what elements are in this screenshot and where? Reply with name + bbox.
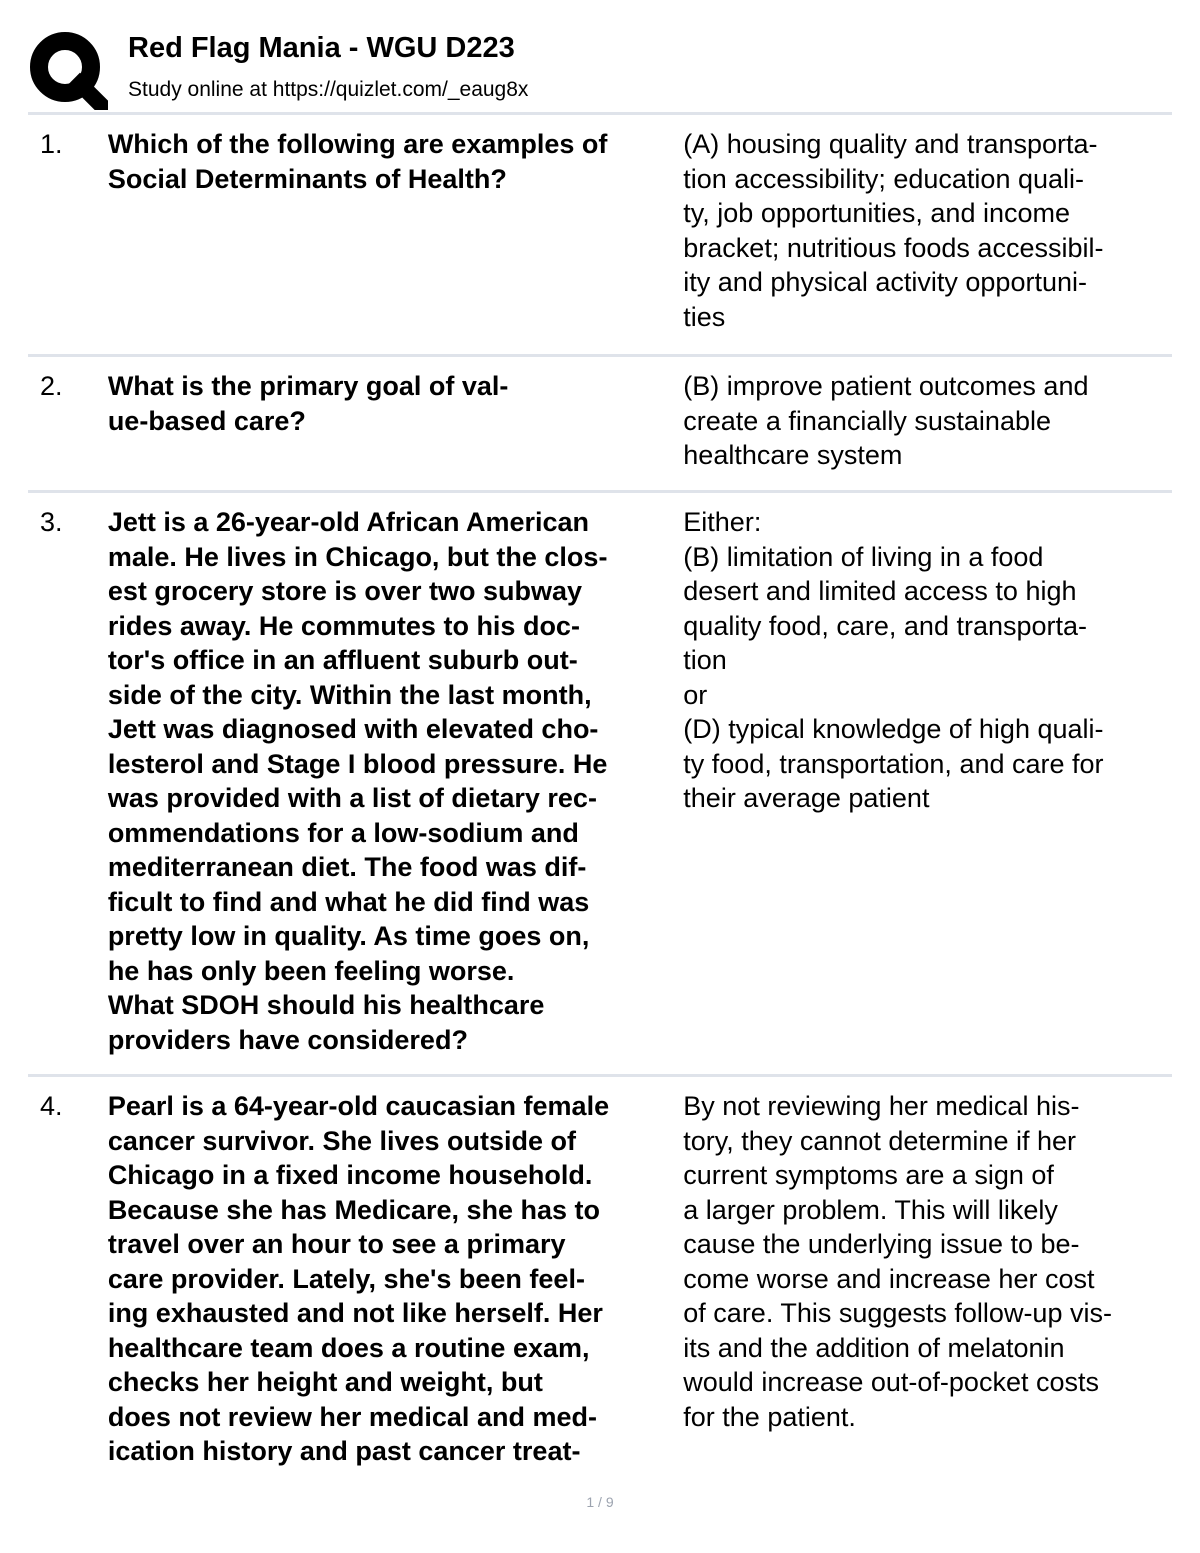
card-definition: By not reviewing her medical his- tory, they cannot determine if her current symptoms are a sign of a larger problem. This will likely cause the underlying issue to be- come worse and increase her cost of care. This suggests follow-up vis- its and the addition of melatonin would increase out-of-pocket costs for the patient. xyxy=(683,1091,1112,1432)
flashcard xyxy=(28,112,1172,354)
card-number: 2. xyxy=(40,371,63,401)
card-number: 4. xyxy=(40,1091,63,1121)
card-term: Which of the following are examples of Social Determinants of Health? xyxy=(107,129,608,194)
card-number: 3. xyxy=(40,507,63,537)
quizlet-logo-icon xyxy=(28,30,108,110)
card-definition: (A) housing quality and transporta- tion accessibility; education quali- ty, job opportunities, and income bracket; nutritious foods accessibil- ity and physical activity opportuni- ties xyxy=(683,129,1104,332)
flashcard xyxy=(28,354,1172,490)
flashcard xyxy=(28,490,1172,1074)
card-term: What is the primary goal of val- ue-based care? xyxy=(107,371,509,436)
card-term: Pearl is a 64-year-old caucasian female cancer survivor. She lives outside of Chicago in a fixed income household. Because she has Medicare, she has to travel over an hour to see a primary care provider. Lately, she's been feel- ing exhausted and not like herself. Her healthcare team does a routine exam, checks her height and weight, but does not review her medical and med- ication history and past cancer treat- xyxy=(107,1091,610,1466)
card-definition: Either: (B) limitation of living in a food desert and limited access to high quality food, care, and transporta- tion or (D) typical knowledge of high quali- ty food, transportation, and care for their average patient xyxy=(683,507,1104,813)
document-title: Red Flag Mania - WGU D223 xyxy=(128,32,515,64)
flashcard-list xyxy=(28,112,1172,1477)
page-number: 1 / 9 xyxy=(586,1494,614,1510)
card-term: Jett is a 26-year-old African American male. He lives in Chicago, but the clos- est grocery store is over two subway rides away. He commutes to his doc- tor's office in an affluent suburb out- side of the city. Within the last month, Jett was diagnosed with elevated cho- lesterol and Stage I blood pressure. He was provided with a list of dietary rec- ommendations for a low-sodium and mediterranean diet. The food was dif- ficult to find and what he did find was pretty low in quality. As time goes on, he has only been feeling worse. What SDOH should his healthcare providers have considered? xyxy=(107,507,608,1055)
card-definition: (B) improve patient outcomes and create a financially sustainable healthcare system xyxy=(683,371,1089,470)
study-link-text: Study online at https://quizlet.com/_eaug8x xyxy=(128,78,529,101)
card-number: 1. xyxy=(40,129,63,159)
flashcard xyxy=(28,1074,1172,1477)
page-header xyxy=(28,26,1172,110)
